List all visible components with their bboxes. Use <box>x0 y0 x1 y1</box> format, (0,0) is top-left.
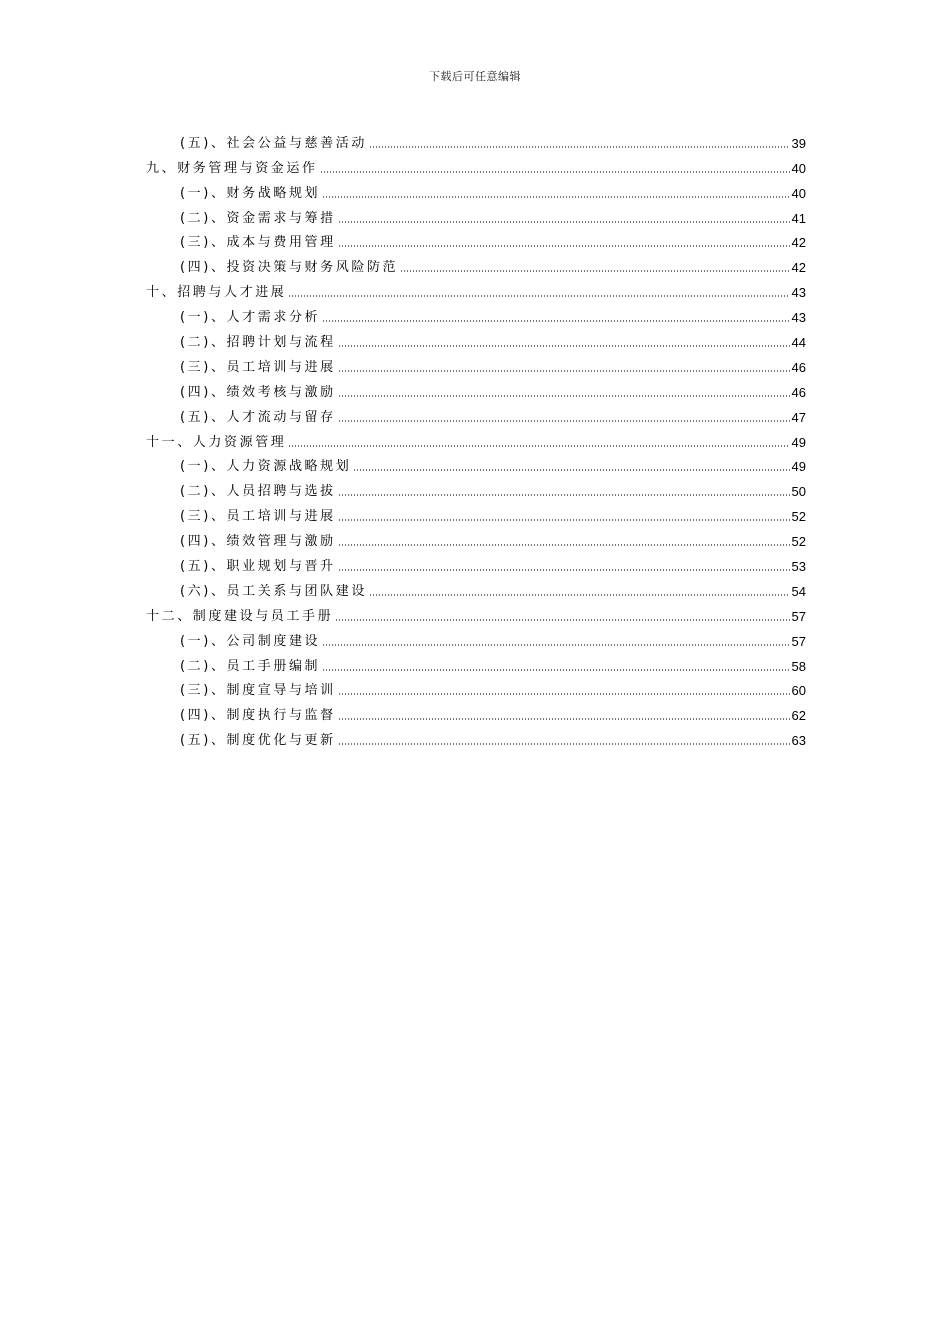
toc-entry-page-number: 49 <box>791 434 806 450</box>
toc-entry-title: (三)、制度宣导与培训 <box>180 683 336 699</box>
toc-dot-leader <box>288 444 789 448</box>
toc-entry-page-number: 53 <box>791 559 806 575</box>
toc-entry-page-number: 40 <box>791 185 806 201</box>
toc-entry-page-number: 57 <box>791 608 806 624</box>
toc-entry-page-number: 52 <box>791 509 806 525</box>
toc-entry[interactable] <box>146 650 806 675</box>
toc-entry-title: (五)、制度优化与更新 <box>180 733 336 749</box>
toc-dot-leader <box>353 468 789 472</box>
toc-entry-page-number: 52 <box>791 534 806 550</box>
toc-entry-page-number: 39 <box>791 135 806 151</box>
toc-entry-page-number: 62 <box>791 708 806 724</box>
toc-entry-title: (五)、人才流动与留存 <box>180 409 336 425</box>
toc-entry[interactable] <box>146 376 806 401</box>
toc-entry-title: (三)、员工培训与进展 <box>180 359 336 375</box>
toc-entry[interactable] <box>146 625 806 650</box>
toc-dot-leader <box>338 568 790 572</box>
toc-dot-leader <box>400 269 789 273</box>
toc-entry[interactable] <box>146 177 806 202</box>
toc-dot-leader <box>338 692 790 696</box>
toc-dot-leader <box>320 170 790 174</box>
toc-entry-title: 十一、人力资源管理 <box>146 434 287 450</box>
toc-entry-title: (二)、员工手册编制 <box>180 658 321 674</box>
toc-entry-page-number: 54 <box>791 583 806 599</box>
toc-entry-page-number: 46 <box>791 359 806 375</box>
toc-entry[interactable] <box>146 550 806 575</box>
toc-dot-leader <box>322 643 789 647</box>
toc-entry-title: (一)、人力资源战略规划 <box>180 459 352 475</box>
toc-entry-title: (二)、招聘计划与流程 <box>180 335 336 351</box>
toc-entry[interactable] <box>146 351 806 376</box>
toc-dot-leader <box>338 518 790 522</box>
toc-entry-page-number: 50 <box>791 484 806 500</box>
toc-entry-title: (二)、人员招聘与选拔 <box>180 484 336 500</box>
toc-dot-leader <box>338 344 790 348</box>
toc-entry-page-number: 63 <box>791 733 806 749</box>
toc-entry-title: 十二、制度建设与员工手册 <box>146 608 334 624</box>
toc-entry-page-number: 42 <box>791 260 806 276</box>
toc-entry-page-number: 49 <box>791 459 806 475</box>
toc-dot-leader <box>338 244 790 248</box>
toc-entry[interactable] <box>146 724 806 749</box>
toc-entry[interactable] <box>146 227 806 252</box>
toc-dot-leader <box>335 618 789 622</box>
toc-entry-title: (三)、成本与费用管理 <box>180 235 336 251</box>
toc-dot-leader <box>369 593 790 597</box>
toc-entry-page-number: 58 <box>791 658 806 674</box>
toc-entry-title: (三)、员工培训与进展 <box>180 509 336 525</box>
toc-entry-title: (四)、投资决策与财务风险防范 <box>180 260 399 276</box>
toc-dot-leader <box>369 145 790 149</box>
toc-dot-leader <box>322 195 789 199</box>
toc-entry-title: (五)、社会公益与慈善活动 <box>180 135 367 151</box>
toc-entry-title: (四)、绩效管理与激励 <box>180 534 336 550</box>
toc-entry[interactable] <box>146 525 806 550</box>
toc-entry[interactable] <box>146 699 806 724</box>
toc-dot-leader <box>338 493 790 497</box>
toc-entry-page-number: 46 <box>791 384 806 400</box>
toc-entry[interactable] <box>146 326 806 351</box>
toc-entry-page-number: 57 <box>791 633 806 649</box>
toc-entry[interactable] <box>146 575 806 600</box>
toc-entry[interactable] <box>146 475 806 500</box>
toc-entry-title: (二)、资金需求与筹措 <box>180 210 336 226</box>
toc-entry-page-number: 43 <box>791 310 806 326</box>
toc-entry-page-number: 42 <box>791 235 806 251</box>
toc-dot-leader <box>338 419 790 423</box>
toc-entry-page-number: 41 <box>791 210 806 226</box>
toc-dot-leader <box>338 394 790 398</box>
toc-entry-page-number: 44 <box>791 335 806 351</box>
toc-entry[interactable] <box>146 301 806 326</box>
toc-entry[interactable] <box>146 500 806 525</box>
table-of-contents <box>146 127 806 749</box>
toc-entry-title: (一)、人才需求分析 <box>180 310 321 326</box>
toc-entry[interactable] <box>146 127 806 152</box>
toc-dot-leader <box>338 742 790 746</box>
toc-dot-leader <box>322 319 789 323</box>
toc-entry[interactable] <box>146 451 806 476</box>
toc-entry-title: (四)、制度执行与监督 <box>180 708 336 724</box>
toc-dot-leader <box>338 220 790 224</box>
toc-entry-title: (一)、公司制度建设 <box>180 633 321 649</box>
toc-entry-page-number: 60 <box>791 683 806 699</box>
toc-dot-leader <box>338 543 790 547</box>
toc-entry-title: 十、招聘与人才进展 <box>146 285 287 301</box>
page-header: 下载后可任意编辑 <box>429 70 521 83</box>
toc-entry[interactable] <box>146 675 806 700</box>
toc-dot-leader <box>338 717 790 721</box>
toc-entry-title: (五)、职业规划与晋升 <box>180 559 336 575</box>
toc-entry-page-number: 43 <box>791 285 806 301</box>
toc-dot-leader <box>338 369 790 373</box>
toc-entry-page-number: 40 <box>791 160 806 176</box>
toc-entry[interactable] <box>146 202 806 227</box>
toc-entry-title: 九、财务管理与资金运作 <box>146 160 318 176</box>
toc-entry-title: (一)、财务战略规划 <box>180 185 321 201</box>
toc-entry[interactable] <box>146 152 806 177</box>
toc-entry[interactable] <box>146 426 806 451</box>
toc-dot-leader <box>288 294 789 298</box>
toc-entry[interactable] <box>146 401 806 426</box>
toc-entry[interactable] <box>146 276 806 301</box>
toc-entry[interactable] <box>146 600 806 625</box>
toc-entry-page-number: 47 <box>791 409 806 425</box>
toc-dot-leader <box>322 668 789 672</box>
toc-entry-title: (四)、绩效考核与激励 <box>180 384 336 400</box>
toc-entry-title: (六)、员工关系与团队建设 <box>180 583 367 599</box>
toc-entry[interactable] <box>146 251 806 276</box>
